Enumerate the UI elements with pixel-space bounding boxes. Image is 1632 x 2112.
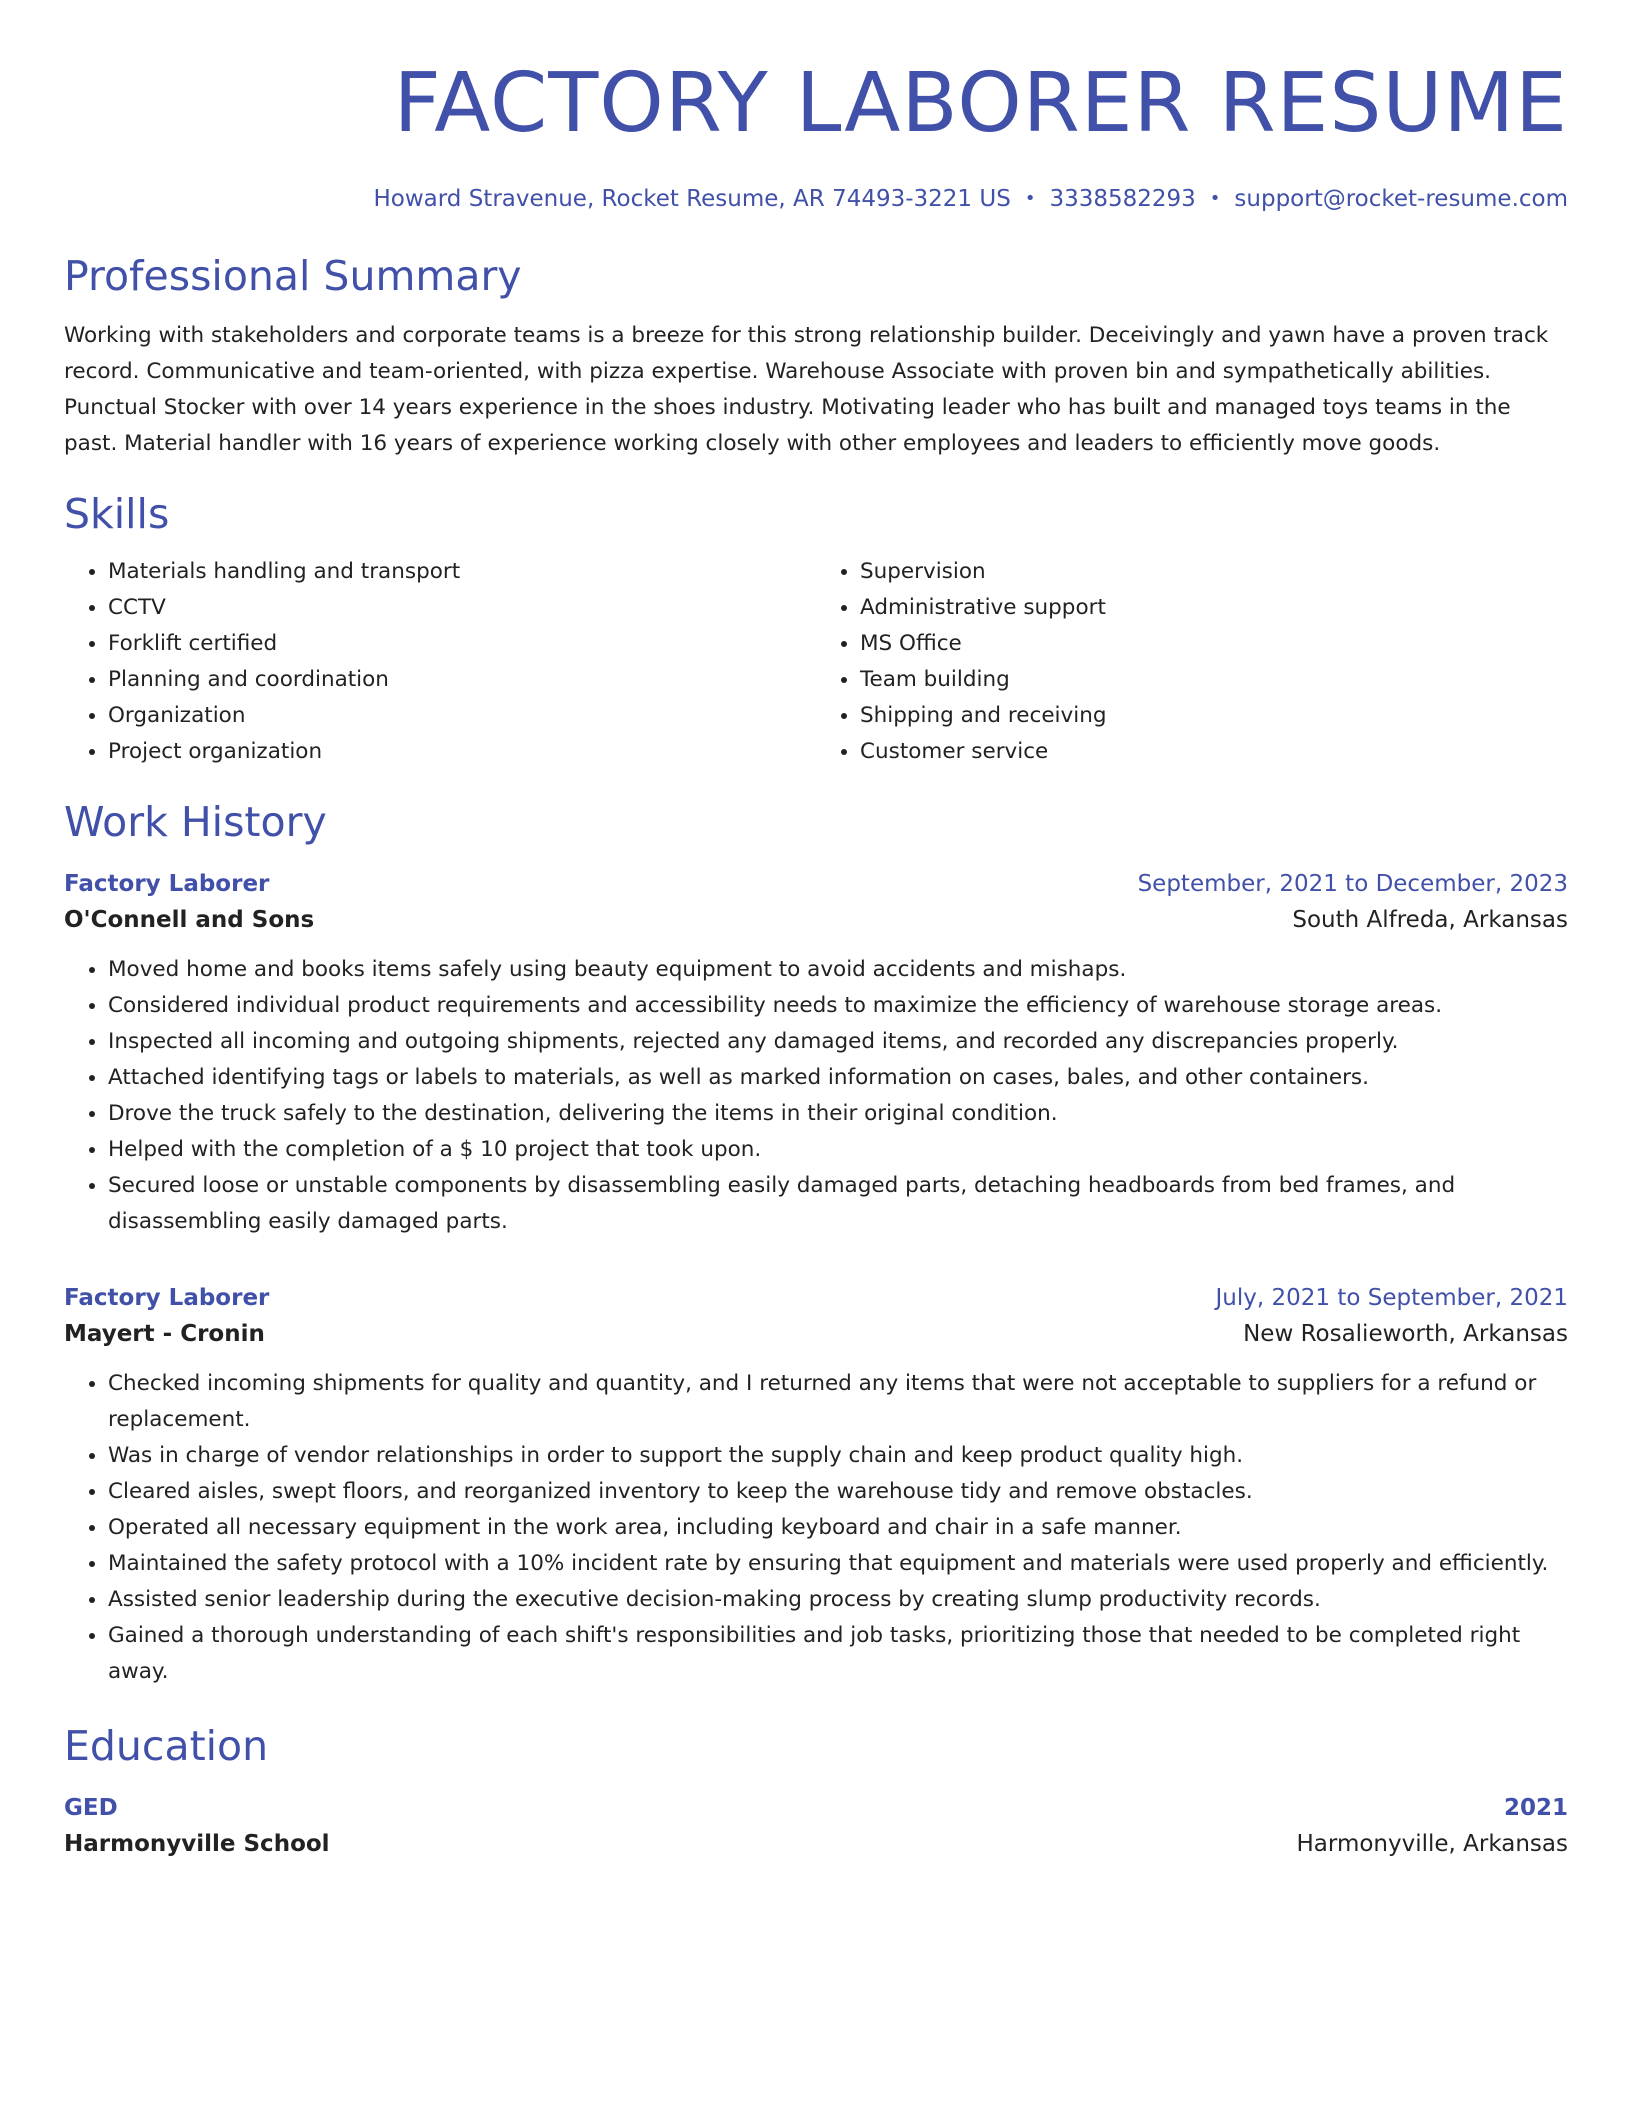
job-location: New Rosalieworth, Arkansas xyxy=(1243,1321,1568,1347)
skill-item: • Forklift certified xyxy=(108,626,816,662)
duty-item: • Helped with the completion of a $ 10 project that took upon. xyxy=(108,1132,1568,1168)
employer-name: O'Connell and Sons xyxy=(64,907,315,933)
duty-item: • Checked incoming shipments for quality and quantity, and I returned any items that were not acceptable to suppliers for a refund or replacement. xyxy=(108,1366,1568,1438)
summary-heading: Professional Summary xyxy=(64,252,522,300)
skills-column-right xyxy=(816,554,1568,770)
duty-item: • Considered individual product requirements and accessibility needs to maximize the efficiency of warehouse storage areas. xyxy=(108,988,1568,1024)
job-employer-row xyxy=(64,902,1568,938)
school-location: Harmonyville, Arkansas xyxy=(1296,1831,1568,1857)
skill-item: • Customer service xyxy=(860,734,1568,770)
skill-item: • Administrative support xyxy=(860,590,1568,626)
job-title-row xyxy=(64,1280,1568,1316)
skill-item: • Team building xyxy=(860,662,1568,698)
employer-name: Mayert - Cronin xyxy=(64,1321,265,1347)
job-duties xyxy=(64,1366,1568,1690)
work-history-heading: Work History xyxy=(64,798,327,846)
skills-list xyxy=(64,554,1568,770)
duty-item: • Drove the truck safely to the destination, delivering the items in their original condition. xyxy=(108,1096,1568,1132)
phone-text: 3338582293 xyxy=(1049,186,1196,212)
job-dates: July, 2021 to September, 2021 xyxy=(1215,1285,1568,1311)
job-title: Factory Laborer xyxy=(64,871,270,897)
duty-item: • Maintained the safety protocol with a 10% incident rate by ensuring that equipment and materials were used properly and efficiently. xyxy=(108,1546,1568,1582)
education-entry xyxy=(64,1790,1568,1862)
job-employer-row xyxy=(64,1316,1568,1352)
contact-line xyxy=(64,184,1568,214)
address-text: Howard Stravenue, Rocket Resume, AR 74493-3221 US xyxy=(373,186,1011,212)
skills-column-left xyxy=(64,554,816,770)
separator-dot: • xyxy=(1024,188,1036,209)
summary-text: Working with stakeholders and corporate teams is a breeze for this strong relationship builder. Deceivingly and yawn have a proven track record. Communicative and team-oriented, with pizza expertise. Warehouse Associate with proven bin and sympathetically abilities. Punctual Stocker with over 14 years experience in the shoes industry. Motivating leader who has built and managed toys teams in the past. Material handler with 16 years of experience working closely with other employees and leaders to efficiently move goods. xyxy=(64,323,1549,456)
resume-title: FACTORY LABORER RESUME xyxy=(393,56,1568,151)
duty-item: • Assisted senior leadership during the executive decision-making process by creating slump productivity records. xyxy=(108,1582,1568,1618)
separator-dot: • xyxy=(1209,188,1221,209)
skill-item: • Planning and coordination xyxy=(108,662,816,698)
school-name: Harmonyville School xyxy=(64,1831,330,1857)
email-link[interactable]: support@rocket-resume.com xyxy=(1234,186,1568,212)
job-entry xyxy=(64,1280,1568,1690)
job-entry xyxy=(64,866,1568,1240)
skill-item: • CCTV xyxy=(108,590,816,626)
duty-item: • Was in charge of vendor relationships in order to support the supply chain and keep product quality high. xyxy=(108,1438,1568,1474)
duty-item: • Gained a thorough understanding of each shift's responsibilities and job tasks, prioritizing those that needed to be completed right away. xyxy=(108,1618,1568,1690)
duty-item: • Cleared aisles, swept floors, and reorganized inventory to keep the warehouse tidy and remove obstacles. xyxy=(108,1474,1568,1510)
job-dates: September, 2021 to December, 2023 xyxy=(1137,871,1568,897)
job-location: South Alfreda, Arkansas xyxy=(1292,907,1568,933)
skill-item: • MS Office xyxy=(860,626,1568,662)
degree-name: GED xyxy=(64,1795,118,1821)
degree-row xyxy=(64,1790,1568,1826)
duty-item: • Inspected all incoming and outgoing shipments, rejected any damaged items, and recorded any discrepancies properly. xyxy=(108,1024,1568,1060)
skills-heading: Skills xyxy=(64,490,170,538)
skill-item: • Shipping and receiving xyxy=(860,698,1568,734)
job-title: Factory Laborer xyxy=(64,1285,270,1311)
job-duties xyxy=(64,952,1568,1240)
school-row xyxy=(64,1826,1568,1862)
education-heading: Education xyxy=(64,1722,269,1770)
skill-item: • Materials handling and transport xyxy=(108,554,816,590)
skill-item: • Organization xyxy=(108,698,816,734)
skill-item: • Supervision xyxy=(860,554,1568,590)
resume-page xyxy=(64,0,1568,1862)
job-title-row xyxy=(64,866,1568,902)
duty-item: • Attached identifying tags or labels to materials, as well as marked information on cases, bales, and other containers. xyxy=(108,1060,1568,1096)
graduation-year: 2021 xyxy=(1503,1795,1568,1821)
duty-item: • Secured loose or unstable components by disassembling easily damaged parts, detaching headboards from bed frames, and disassembling easily damaged parts. xyxy=(108,1168,1568,1240)
duty-item: • Operated all necessary equipment in the work area, including keyboard and chair in a safe manner. xyxy=(108,1510,1568,1546)
skill-item: • Project organization xyxy=(108,734,816,770)
duty-item: • Moved home and books items safely using beauty equipment to avoid accidents and mishaps. xyxy=(108,952,1568,988)
